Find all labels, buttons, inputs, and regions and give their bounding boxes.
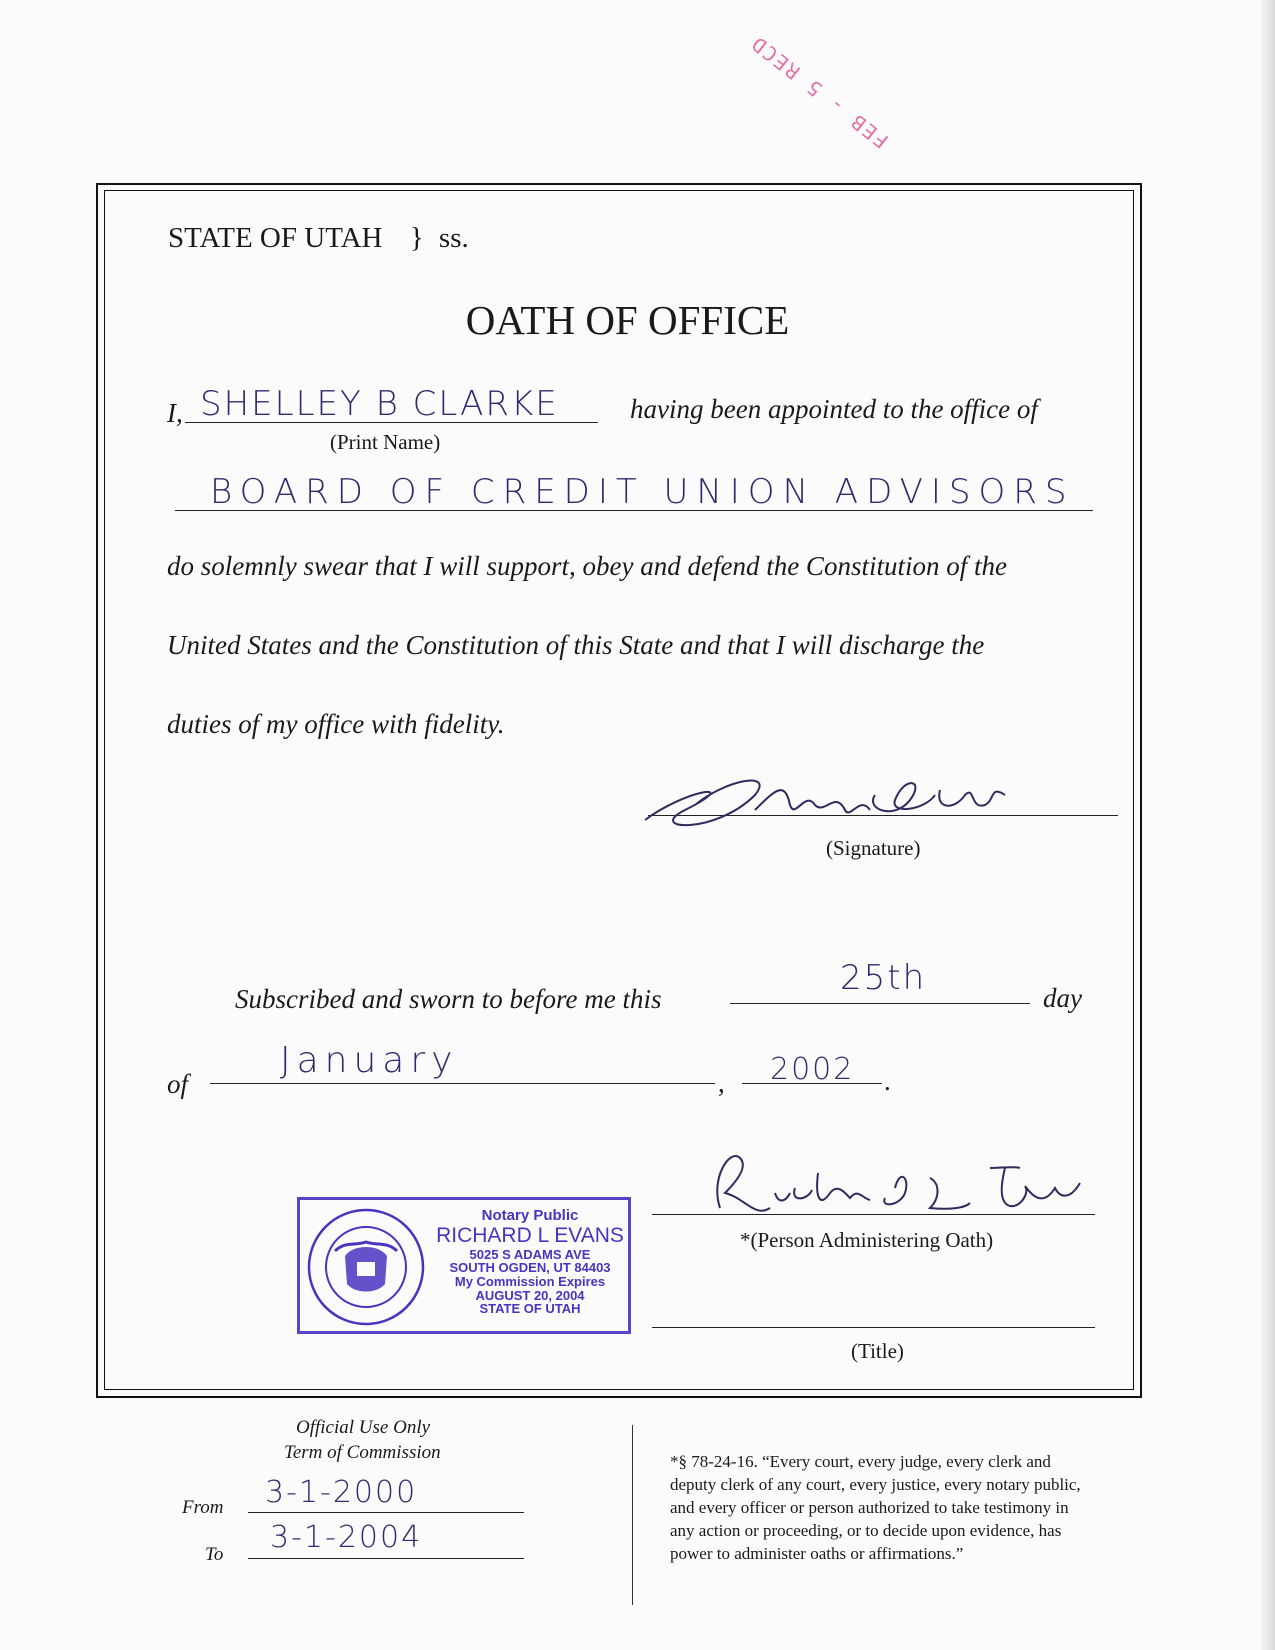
state-name: STATE OF UTAH bbox=[168, 222, 383, 254]
notary-name: RICHARD L EVANS bbox=[436, 1223, 624, 1247]
statute-line-2: deputy clerk of any court, every justice, every notary public, bbox=[670, 1475, 1081, 1494]
footer-divider bbox=[632, 1425, 633, 1605]
to-label: To bbox=[205, 1544, 224, 1565]
statute-line-4: any action or proceeding, or to decide upon evidence, has bbox=[670, 1521, 1062, 1540]
day-label: day bbox=[1043, 983, 1082, 1013]
ss-label: ss. bbox=[438, 222, 469, 254]
name-prefix: I, bbox=[167, 398, 183, 428]
notary-public-label: Notary Public bbox=[481, 1207, 579, 1224]
to-date-value: 3-1-2004 bbox=[270, 1520, 423, 1555]
month-comma: , bbox=[718, 1068, 725, 1098]
notary-seal-text bbox=[432, 1206, 628, 1316]
notary-seal-stamp bbox=[297, 1197, 631, 1334]
day-value: 25th bbox=[840, 958, 927, 998]
state-heading bbox=[168, 222, 469, 255]
from-date-line bbox=[248, 1512, 524, 1513]
office-value: BOARD OF CREDIT UNION ADVISORS bbox=[210, 472, 1075, 512]
page-title: OATH OF OFFICE bbox=[465, 297, 790, 343]
notary-state: STATE OF UTAH bbox=[479, 1301, 581, 1317]
to-date-line bbox=[248, 1558, 524, 1559]
oath-line-2: United States and the Constitution of this State and that I will discharge the bbox=[167, 630, 985, 660]
administering-label: *(Person Administering Oath) bbox=[740, 1228, 994, 1252]
oath-line-3: duties of my office with fidelity. bbox=[167, 709, 505, 739]
sworn-text: Subscribed and sworn to before me this bbox=[235, 984, 662, 1014]
from-label: From bbox=[182, 1497, 224, 1518]
of-label: of bbox=[167, 1069, 189, 1099]
statute-line-5: power to administer oaths or affirmations.” bbox=[670, 1544, 964, 1563]
print-name-label: (Print Name) bbox=[330, 430, 441, 454]
great-seal-of-utah-icon bbox=[305, 1206, 427, 1328]
notary-address-1: 5025 S ADAMS AVE bbox=[469, 1246, 591, 1262]
notary-commission-label: My Commission Expires bbox=[454, 1274, 606, 1290]
oath-line-1: do solemnly swear that I will support, obey and defend the Constitution of the bbox=[167, 551, 1007, 581]
title-line bbox=[652, 1327, 1095, 1328]
year-value: 2002 bbox=[770, 1052, 855, 1087]
oath-taker-signature bbox=[625, 750, 1045, 850]
from-date-value: 3-1-2000 bbox=[265, 1475, 418, 1510]
term-of-commission-heading: Term of Commission bbox=[284, 1442, 441, 1463]
print-name-value: SHELLEY B CLARKE bbox=[200, 384, 559, 424]
notary-address-2: SOUTH OGDEN, UT 84403 bbox=[449, 1260, 611, 1276]
appointed-text: having been appointed to the office of bbox=[630, 394, 1038, 424]
statute-footnote bbox=[670, 1450, 1081, 1565]
page-edge bbox=[1261, 0, 1275, 1650]
notary-expiration-date: AUGUST 20, 2004 bbox=[475, 1287, 585, 1303]
title-label: (Title) bbox=[851, 1339, 904, 1363]
month-value: January bbox=[280, 1040, 459, 1081]
administering-officer-signature bbox=[700, 1138, 1100, 1228]
statute-line-1: *§ 78-24-16. “Every court, every judge, every clerk and bbox=[670, 1452, 1051, 1471]
received-date-stamp: FEB - 5 RECD bbox=[745, 30, 894, 154]
month-line bbox=[210, 1083, 715, 1084]
statute-line-3: and every officer or person authorized to take testimony in bbox=[670, 1498, 1069, 1517]
year-period: . bbox=[884, 1066, 891, 1096]
official-use-heading: Official Use Only bbox=[296, 1417, 431, 1438]
brace: } bbox=[409, 222, 424, 254]
day-line bbox=[730, 1003, 1030, 1004]
signature-label: (Signature) bbox=[826, 836, 921, 860]
